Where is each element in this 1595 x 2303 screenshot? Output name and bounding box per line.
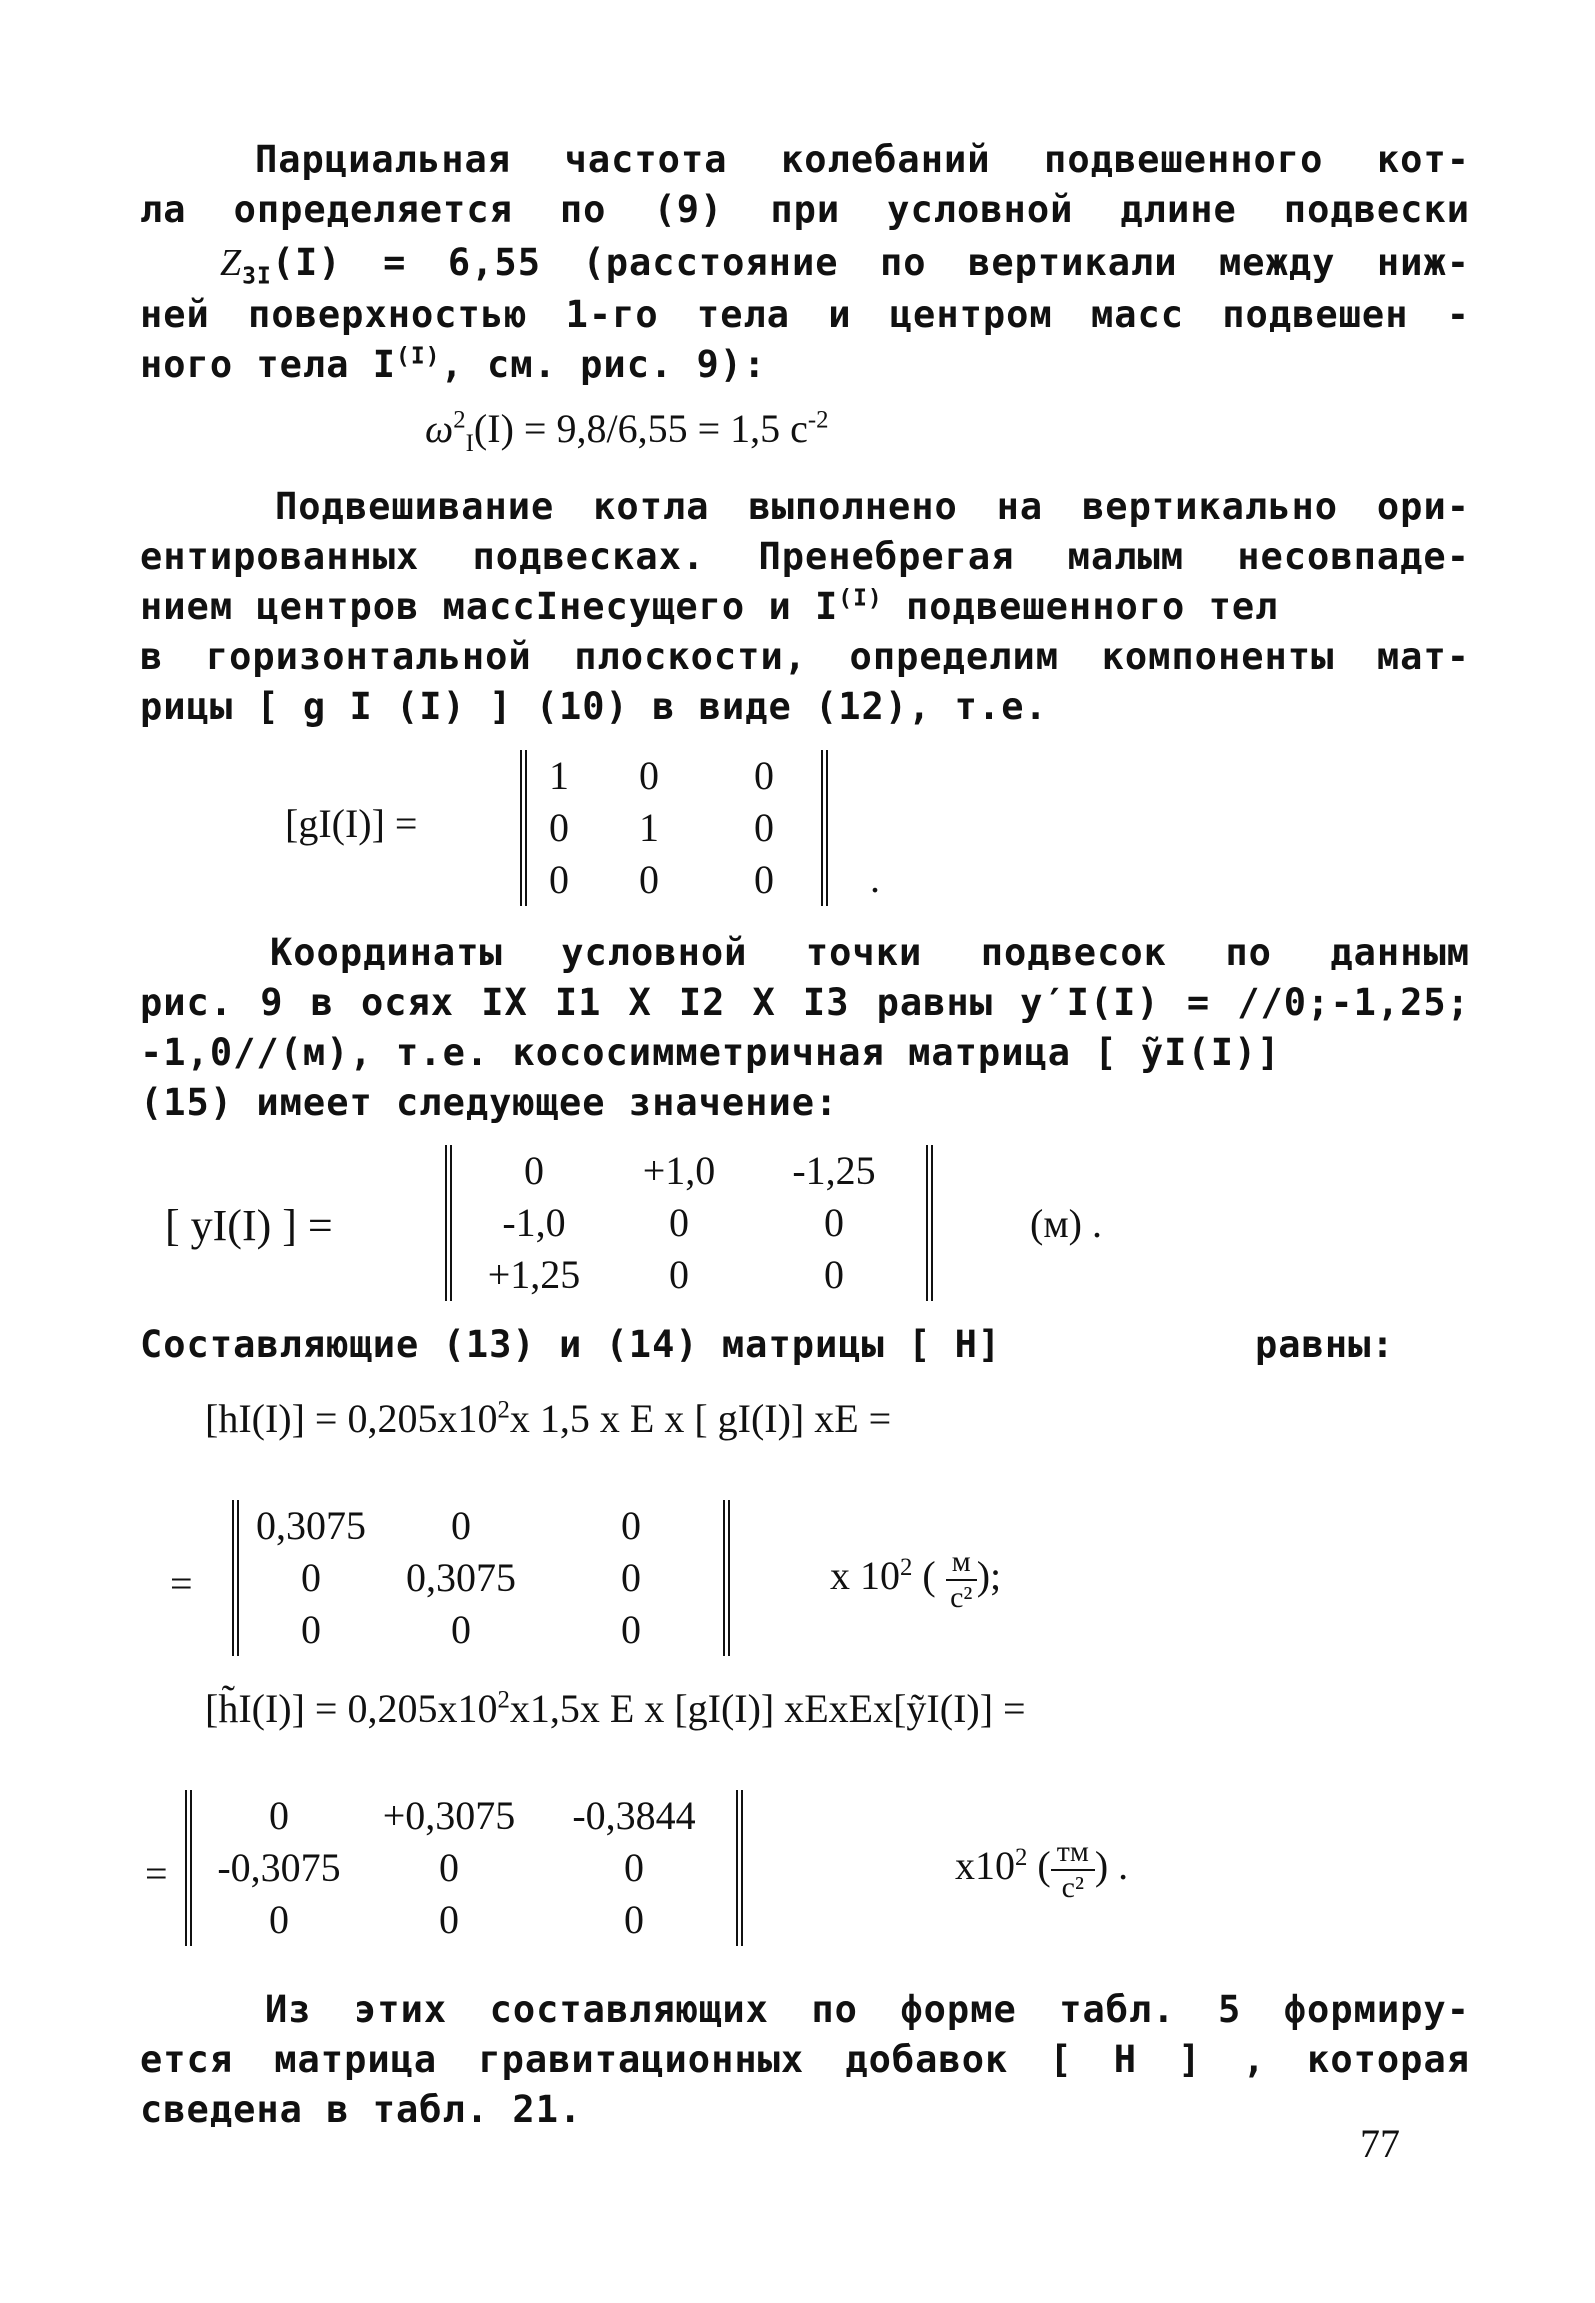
matrix-cell: 0 bbox=[549, 805, 569, 850]
text-line: Координаты условной точки подвесок по данным bbox=[270, 931, 1470, 974]
text-line: Составляющие (13) и (14) матрицы [ H] bbox=[140, 1323, 1002, 1366]
text-line-formula bbox=[140, 238, 1470, 288]
equation-h bbox=[205, 1395, 891, 1442]
matrix-y-unit: (м) . bbox=[1030, 1201, 1102, 1246]
matrix-y-label: [ yI(I) ] = bbox=[165, 1201, 333, 1250]
text-line-formula bbox=[140, 582, 1470, 632]
fraction-numerator: тм bbox=[1051, 1835, 1095, 1871]
matrix-cell: 1 bbox=[549, 753, 569, 798]
matrix-cell: 0 bbox=[269, 1793, 289, 1838]
fraction-denominator: с² bbox=[950, 1581, 973, 1614]
equation-fragment: x10 bbox=[955, 1843, 1015, 1889]
equation-h-tilde bbox=[205, 1685, 1026, 1732]
fraction-numerator: м bbox=[946, 1545, 977, 1581]
text-line: ется матрица гравитационных добавок [ H ] , которая bbox=[140, 2038, 1470, 2081]
superscript: (I) bbox=[838, 585, 883, 612]
matrix-cell: 0 bbox=[439, 1897, 459, 1942]
matrix-cell: 0 bbox=[624, 1845, 644, 1890]
matrix-cell: 0 bbox=[269, 1897, 289, 1942]
equation-fragment: [hI(I)] = 0,205x10 bbox=[205, 1396, 498, 1441]
matrix-cell: 0 bbox=[754, 753, 774, 798]
matrix-cell: 0 bbox=[639, 753, 659, 798]
open-paren: ( bbox=[922, 1553, 936, 1599]
text-line: ла определяется по (9) при условной длине подвески bbox=[140, 188, 1470, 231]
text-line: рицы [ g I (I) ] (10) в виде (12), т.е. bbox=[140, 685, 1048, 728]
fraction-denominator: с² bbox=[1061, 1871, 1084, 1904]
matrix-cell: +1,0 bbox=[642, 1148, 716, 1193]
text-fragment: ного тела I bbox=[140, 343, 397, 386]
omega-argument: (I) bbox=[473, 406, 514, 451]
matrix-g-label: [gI(I)] = bbox=[285, 801, 418, 846]
text-fragment: подвешенного тел bbox=[882, 585, 1279, 628]
equation-fragment: [h̃I(I)] = 0,205x10 bbox=[205, 1686, 498, 1731]
matrix-cell: 0 bbox=[824, 1252, 844, 1297]
superscript: 2 bbox=[900, 1553, 913, 1581]
matrix-h-tilde bbox=[185, 1790, 743, 1946]
matrix-cell: 0 bbox=[621, 1503, 641, 1548]
matrix-cell: 0 bbox=[621, 1607, 641, 1652]
matrix-h-factor bbox=[830, 1545, 1001, 1615]
text-fragment: нием центров массIнесущего и I bbox=[140, 585, 839, 628]
equation-fragment: x 1,5 x E x [ gI(I)] xE = bbox=[509, 1396, 892, 1441]
matrix-g-tail: . bbox=[870, 856, 880, 901]
matrix-cell: 0 bbox=[621, 1555, 641, 1600]
equation-fragment: x1,5x E x [gI(I)] xExEx[ỹI(I)] = bbox=[509, 1686, 1026, 1731]
text-line: -1,0//(м), т.е. кососимметричная матрица [ ỹI(I)] bbox=[140, 1031, 1281, 1074]
matrix-y bbox=[445, 1145, 933, 1301]
matrix-cell: -0,3844 bbox=[572, 1793, 696, 1838]
omega-subscript: I bbox=[465, 430, 474, 457]
text-line: в горизонтальной плоскости, определим компоненты мат- bbox=[140, 635, 1470, 678]
matrix-cell: 0 bbox=[524, 1148, 544, 1193]
matrix-cell: 0 bbox=[669, 1200, 689, 1245]
unit-fraction bbox=[946, 1545, 977, 1615]
matrix-cell: +0,3075 bbox=[382, 1793, 516, 1838]
close-paren: ) bbox=[1094, 1843, 1109, 1889]
matrix-cell: 0 bbox=[669, 1252, 689, 1297]
unit-fraction bbox=[1051, 1835, 1095, 1905]
matrix-g bbox=[520, 750, 828, 906]
matrix-cell: 0 bbox=[624, 1897, 644, 1942]
text-line-formula bbox=[140, 340, 1470, 390]
text-line: Парциальная частота колебаний подвешенного кот- bbox=[255, 138, 1470, 181]
matrix-cell: 1 bbox=[639, 805, 659, 850]
equation-lead: = bbox=[170, 1561, 193, 1606]
text-line: равны: bbox=[1255, 1323, 1395, 1366]
matrix-cell: 0 bbox=[639, 857, 659, 902]
equation-lead: = bbox=[145, 1851, 168, 1896]
superscript: (I) bbox=[396, 343, 441, 370]
text-line: сведена в табл. 21. bbox=[140, 2088, 583, 2131]
matrix-cell: 0,3075 bbox=[256, 1503, 366, 1548]
text-line: ентированных подвесках. Пренебрегая малым несовпаде- bbox=[140, 535, 1470, 578]
z-argument: (I) bbox=[271, 241, 342, 284]
text-line: рис. 9 в осях IX I1 X I2 X I3 равны y′I(I) = //0;-1,25; bbox=[140, 981, 1470, 1024]
omega-rhs: = 9,8/6,55 = 1,5 с bbox=[523, 406, 808, 451]
matrix-h bbox=[232, 1500, 730, 1656]
matrix-cell: 0 bbox=[439, 1845, 459, 1890]
equation-omega bbox=[425, 405, 829, 457]
matrix-cell: -1,0 bbox=[502, 1200, 566, 1245]
matrix-cell: 0 bbox=[301, 1607, 321, 1652]
superscript: 2 bbox=[497, 1686, 510, 1714]
text-line: Из этих составляющих по форме табл. 5 формиру- bbox=[265, 1988, 1470, 2031]
matrix-cell: 0 bbox=[301, 1555, 321, 1600]
matrix-cell: 0 bbox=[451, 1607, 471, 1652]
matrix-h-tilde-factor bbox=[955, 1835, 1128, 1905]
matrix-cell: 0 bbox=[451, 1503, 471, 1548]
equation-fragment: ; bbox=[990, 1553, 1002, 1599]
close-paren: ) bbox=[976, 1553, 991, 1599]
superscript: 2 bbox=[497, 1396, 510, 1424]
z-subscript: 3I bbox=[242, 263, 272, 290]
text-line: Подвешивание котла выполнено на вертикально ори- bbox=[275, 485, 1470, 528]
text-line: ней поверхностью 1-го тела и центром масс подвешен - bbox=[140, 293, 1470, 336]
matrix-cell: 0 bbox=[824, 1200, 844, 1245]
matrix-cell: 0 bbox=[754, 857, 774, 902]
matrix-cell: 0 bbox=[754, 805, 774, 850]
matrix-cell: 0,3075 bbox=[406, 1555, 516, 1600]
matrix-cell: -1,25 bbox=[792, 1148, 876, 1193]
omega-symbol: ω bbox=[425, 406, 454, 451]
matrix-cell: -0,3075 bbox=[217, 1845, 341, 1890]
z-symbol: Z bbox=[220, 242, 243, 284]
equation-fragment: x 10 bbox=[830, 1553, 900, 1599]
equation-fragment: . bbox=[1118, 1843, 1129, 1889]
matrix-cell: +1,25 bbox=[487, 1252, 581, 1297]
text-fragment: , см. рис. 9): bbox=[440, 343, 767, 386]
open-paren: ( bbox=[1037, 1843, 1051, 1889]
unit-superscript: -2 bbox=[807, 406, 829, 434]
superscript: 2 bbox=[1015, 1843, 1028, 1871]
matrix-cell: 0 bbox=[549, 857, 569, 902]
omega-superscript: 2 bbox=[453, 406, 466, 434]
text-line: (15) имеет следующее значение: bbox=[140, 1081, 839, 1124]
page-number: 77 bbox=[1360, 2121, 1400, 2166]
text-fragment: = 6,55 (расстояние по вертикали между ниж- bbox=[383, 241, 1470, 284]
